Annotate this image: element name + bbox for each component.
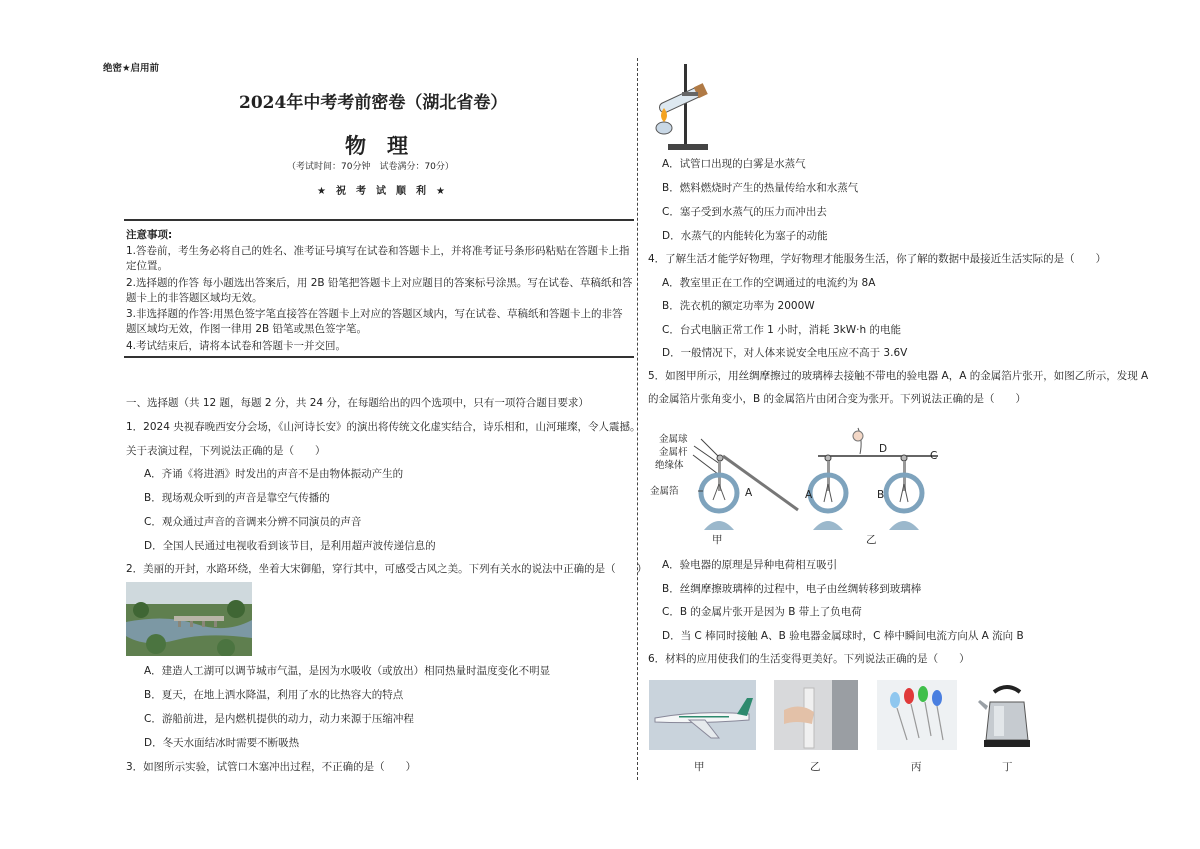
q1-option-a: A．齐诵《将进酒》时发出的声音不是由物体振动产生的	[144, 468, 404, 480]
q2-option-c: C．游船前进，是内燃机提供的动力，动力来源于压缩冲程	[144, 713, 414, 725]
column-divider	[637, 58, 638, 780]
kettle-photo	[976, 680, 1038, 752]
notice-top-rule	[124, 219, 634, 221]
caption-jia: 甲	[712, 534, 723, 546]
notice-line: 4.考试结束后，请将本试卷和答题卡一并交回。	[126, 340, 347, 352]
q5-option-b: B．丝绸摩擦玻璃棒的过程中，电子由丝绸转移到玻璃棒	[662, 583, 922, 595]
q5-stem-cont: 的金属箔片张角变小，B 的金属箔片由闭合变为张开。下列说法正确的是（ ）	[648, 393, 1027, 405]
fridge-door-photo	[774, 680, 858, 750]
q3-stem: 3．如图所示实验，试管口木塞冲出过程，不正确的是（ ）	[126, 761, 417, 773]
airplane-photo	[649, 680, 756, 750]
q2-option-a: A．建造人工湖可以调节城市气温，是因为水吸收（或放出）相同热量时温度变化不明显	[144, 665, 551, 677]
notice-bottom-rule	[124, 356, 634, 358]
subject-title: 物 理	[345, 133, 408, 158]
q6-caption-yi: 乙	[810, 761, 821, 773]
q3-option-c: C．塞子受到水蒸气的压力而冲出去	[662, 206, 827, 218]
q6-caption-ding: 丁	[1002, 761, 1013, 773]
q5-option-c: C．B 的金属片张开是因为 B 带上了负电荷	[662, 606, 862, 618]
label-a-yi: A	[805, 489, 813, 501]
q1-option-d: D．全国人民通过电视收看到该节目，是利用超声波传递信息的	[144, 540, 436, 552]
q4-stem: 4．了解生活才能学好物理，学好物理才能服务生活，你了解的数据中最接近生活实际的是（ ）	[648, 253, 1107, 265]
q4-option-b: B．洗衣机的额定功率为 2000W	[662, 300, 815, 312]
q1-option-b: B．现场观众听到的声音是靠空气传播的	[144, 492, 330, 504]
q3-option-b: B．燃料燃烧时产生的热量传给水和水蒸气	[662, 182, 859, 194]
led-lights-photo	[877, 680, 957, 750]
q1-stem: 1．2024 央视春晚西安分会场，《山河诗长安》的演出将传统文化虚实结合，诗乐相和，山河璀璨，令人震撼。	[126, 421, 641, 433]
notice-line: 定位置。	[126, 260, 168, 272]
q1-stem-cont: 关于表演过程，下列说法正确的是（ ）	[126, 445, 326, 457]
waterway-photo	[126, 582, 252, 656]
notice-line: 3.非选择题的作答:用黑色签字笔直接答在答题卡上对应的答题区域内，写在试卷、草稿纸和答题卡上的非答	[126, 308, 623, 320]
label-metal-rod: 金属杆	[659, 447, 688, 458]
q2-option-d: D．冬天水面结冰时需要不断吸热	[144, 737, 300, 749]
notice-line: 1.答卷前，考生务必将自己的姓名、准考证号填写在试卷和答题卡上，并将准考证号条形码粘贴在答题卡上指	[126, 245, 630, 257]
q4-option-c: C．台式电脑正常工作 1 小时，消耗 3kW·h 的电能	[662, 324, 901, 336]
label-b: B	[877, 489, 885, 501]
notice-heading: 注意事项:	[126, 229, 173, 241]
notice-line: 题区域均无效，作图一律用 2B 铅笔或黑色签字笔。	[126, 323, 368, 335]
label-c: C	[930, 450, 938, 462]
q5-stem: 5．如图甲所示，用丝绸摩擦过的玻璃棒去接触不带电的验电器 A，A 的金属箔片张开，如图乙所示，发现 A	[648, 370, 1149, 382]
electroscope-figure	[648, 418, 948, 548]
caption-yi: 乙	[866, 534, 877, 546]
q6-stem: 6．材料的应用使我们的生活变得更美好。下列说法正确的是（ ）	[648, 653, 970, 665]
q5-option-a: A．验电器的原理是异种电荷相互吸引	[662, 559, 838, 571]
label-metal-foil: 金属箔	[650, 486, 679, 497]
q3-option-a: A．试管口出现的白雾是水蒸气	[662, 158, 806, 170]
label-insulator: 绝缘体	[655, 460, 684, 471]
exam-title: 2024年中考考前密卷（湖北省卷）	[239, 93, 508, 113]
q3-option-d: D．水蒸气的内能转化为塞子的动能	[662, 230, 828, 242]
q5-option-d: D．当 C 棒同时接触 A、B 验电器金属球时，C 棒中瞬间电流方向从 A 流向 B	[662, 630, 1024, 642]
label-a-jia: A	[745, 487, 753, 499]
good-luck-banner: ★ 祝 考 试 顺 利 ★	[317, 186, 445, 197]
secret-label: 绝密★启用前	[103, 63, 160, 74]
label-metal-ball: 金属球	[659, 434, 688, 445]
q1-option-c: C．观众通过声音的音调来分辨不同演员的声音	[144, 516, 362, 528]
section-heading: 一、选择题（共 12 题，每题 2 分，共 24 分，在每题给出的四个选项中，只有一项符合题目要求）	[126, 397, 589, 409]
q2-option-b: B．夏天，在地上洒水降温，利用了水的比热容大的特点	[144, 689, 404, 701]
notice-line: 题卡上的非答题区域均无效。	[126, 292, 263, 304]
q6-caption-jia: 甲	[694, 761, 705, 773]
q2-stem: 2．美丽的开封，水路环绕，坐着大宋御船，穿行其中，可感受古风之美。下列有关水的说法中正确的是（ ）	[126, 563, 648, 575]
label-d: D	[879, 443, 888, 455]
q6-caption-bing: 丙	[911, 761, 922, 773]
test-tube-apparatus-figure	[648, 62, 718, 152]
exam-info: （考试时间：70分钟 试卷满分：70分）	[287, 162, 454, 172]
q4-option-d: D．一般情况下，对人体来说安全电压应不高于 3.6V	[662, 347, 908, 359]
q4-option-a: A．教室里正在工作的空调通过的电流约为 8A	[662, 277, 876, 289]
notice-line: 2.选择题的作答 每小题选出答案后，用 2B 铅笔把答题卡上对应题目的答案标号涂黑。写在试卷、草稿纸和答	[126, 277, 633, 289]
